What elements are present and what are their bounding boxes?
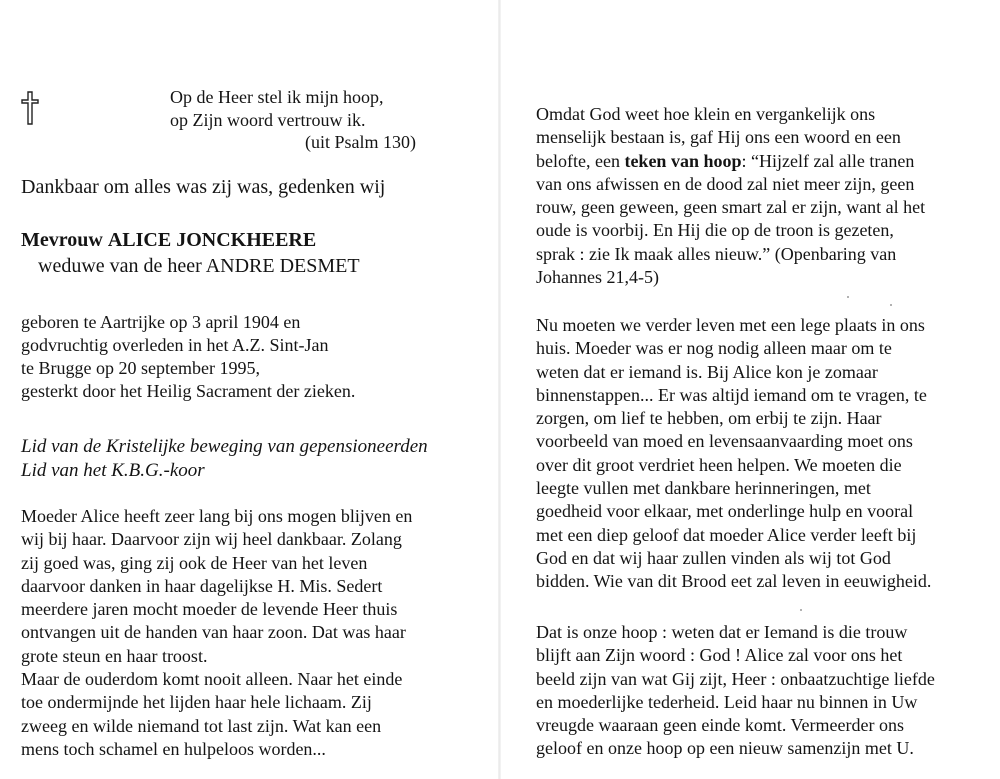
text-line: bidden. Wie van dit Brood eet zal leven in eeuwigheid.: [536, 571, 932, 592]
text-line: met een diep geloof dat moeder Alice verder leeft bij: [536, 524, 917, 545]
text-line: Nu moeten we verder leven met een lege plaats in ons: [536, 315, 925, 335]
psalm-line: op Zijn woord vertrouw ik.: [170, 110, 366, 130]
text-line: voorbeeld van moed en levensaanvaarding moet ons: [536, 431, 913, 452]
text-line: vreugde waaraan geen einde komt. Vermeerder ons: [536, 715, 905, 736]
hope-paragraph: [536, 621, 935, 761]
text-line: weten dat er iemand is. Bij Alice kon je zomaar: [536, 361, 878, 382]
widow-line: weduwe van de heer ANDRE DESMET: [38, 255, 360, 277]
birth-death-line: gesterkt door het Heilig Sacrament der zieken.: [21, 381, 356, 401]
text-line: blijft aan Zijn woord : God ! Alice zal voor ons het: [536, 645, 903, 666]
body-line: ontvangen uit de handen van haar zoon. Dat was haar: [21, 622, 406, 643]
text-line: God en dat wij haar zullen vinden als wij tot God: [536, 547, 891, 568]
birth-death-block: [21, 311, 355, 403]
text-line: binnenstappen... Er was altijd iemand om te vragen, te: [536, 384, 927, 405]
text-line: menselijk bestaan is, gaf Hij ons een woord en een: [536, 127, 901, 148]
body-line: zweeg en wilde niemand tot last zijn. Wat kan een: [21, 715, 382, 736]
text-line: rouw, geen geween, geen smart zal er zijn, want al het: [536, 197, 926, 218]
text-line: over dit groot verdriet heen helpen. We moeten die: [536, 454, 902, 475]
name: ALICE JONCKHEERE: [107, 229, 317, 251]
paper-speck: [890, 304, 892, 306]
body-line: Maar de ouderdom komt nooit alleen. Naar het einde: [21, 669, 403, 690]
body-line: Moeder Alice heeft zeer lang bij ons mogen blijven en: [21, 506, 413, 526]
body-line: toe ondermijnde het lijden haar hele lichaam. Zij: [21, 692, 372, 713]
psalm-quote: [170, 86, 383, 132]
psalm-source: (uit Psalm 130): [305, 132, 416, 152]
text-line: goedheid voor elkaar, met onderlinge hulp en vooral: [536, 501, 914, 522]
text-line: en moederlijke tederheid. Leid haar nu binnen in Uw: [536, 691, 918, 712]
body-line: grote steun en haar troost.: [21, 645, 208, 666]
body-line: mens toch schamel en hulpeloos worden...: [21, 738, 326, 759]
text-line: van ons afwissen en de dood zal niet meer zijn, geen: [536, 173, 915, 194]
body-line: wij bij haar. Daarvoor zijn wij heel dankbaar. Zolang: [21, 529, 402, 550]
text-line: Omdat God weet hoe klein en vergankelijk ons: [536, 104, 876, 124]
name-prefix: Mevrouw: [21, 229, 103, 251]
text-line: huis. Moeder was er nog nodig alleen maar om te: [536, 338, 892, 359]
right-page: [500, 0, 1000, 779]
text-line: sprak : zie Ik maak alles nieuw.” (Openbaring van: [536, 243, 897, 264]
body-line: daarvoor danken in haar dagelijkse H. Mis. Sedert: [21, 575, 383, 596]
text-line: oude is voorbij. En Hij die op de troon is gezeten,: [536, 220, 894, 241]
scripture-paragraph: [536, 103, 925, 289]
membership-line: Lid van het K.B.G.-koor: [21, 460, 205, 481]
memberships: [21, 435, 428, 483]
cross-icon: [20, 90, 40, 126]
birth-death-line: geboren te Aartrijke op 3 april 1904 en: [21, 312, 301, 332]
membership-line: Lid van de Kristelijke beweging van gepensioneerden: [21, 436, 428, 457]
text-line: beeld zijn van wat Gij zijt, Heer : onbaatzuchtige liefde: [536, 668, 935, 689]
emphasis-teken-van-hoop: teken van hoop: [624, 150, 742, 171]
text-line: zorgen, om lief te hebben, om erbij te zijn. Haar: [536, 408, 882, 429]
body-line: zij goed was, ging zij ook de Heer van het leven: [21, 552, 368, 573]
remembrance-paragraph: [536, 314, 931, 594]
birth-death-line: godvruchtig overleden in het A.Z. Sint-Jan: [21, 335, 329, 355]
left-body-text: [21, 505, 412, 761]
paper-speck: [847, 296, 849, 298]
text-line: Dat is onze hoop : weten dat er Iemand is die trouw: [536, 622, 908, 642]
text-line: geloof en onze hoop op een nieuw samenzijn met U.: [536, 738, 914, 759]
text-line: Johannes 21,4-5): [536, 267, 659, 288]
psalm-line: Op de Heer stel ik mijn hoop,: [170, 87, 384, 107]
deceased-name: [21, 228, 316, 252]
intro-line: Dankbaar om alles was zij was, gedenken wij: [21, 176, 386, 198]
text-segment: : “Hijzelf zal alle tranen: [741, 150, 915, 171]
text-segment: belofte, een: [536, 150, 625, 171]
birth-death-line: te Brugge op 20 september 1995,: [21, 358, 260, 378]
body-line: meerdere jaren mocht moeder de levende Heer thuis: [21, 599, 398, 620]
text-line: leegte vullen met dankbare herinneringen, met: [536, 478, 871, 499]
text-line: [536, 150, 925, 173]
paper-speck: [800, 609, 802, 611]
